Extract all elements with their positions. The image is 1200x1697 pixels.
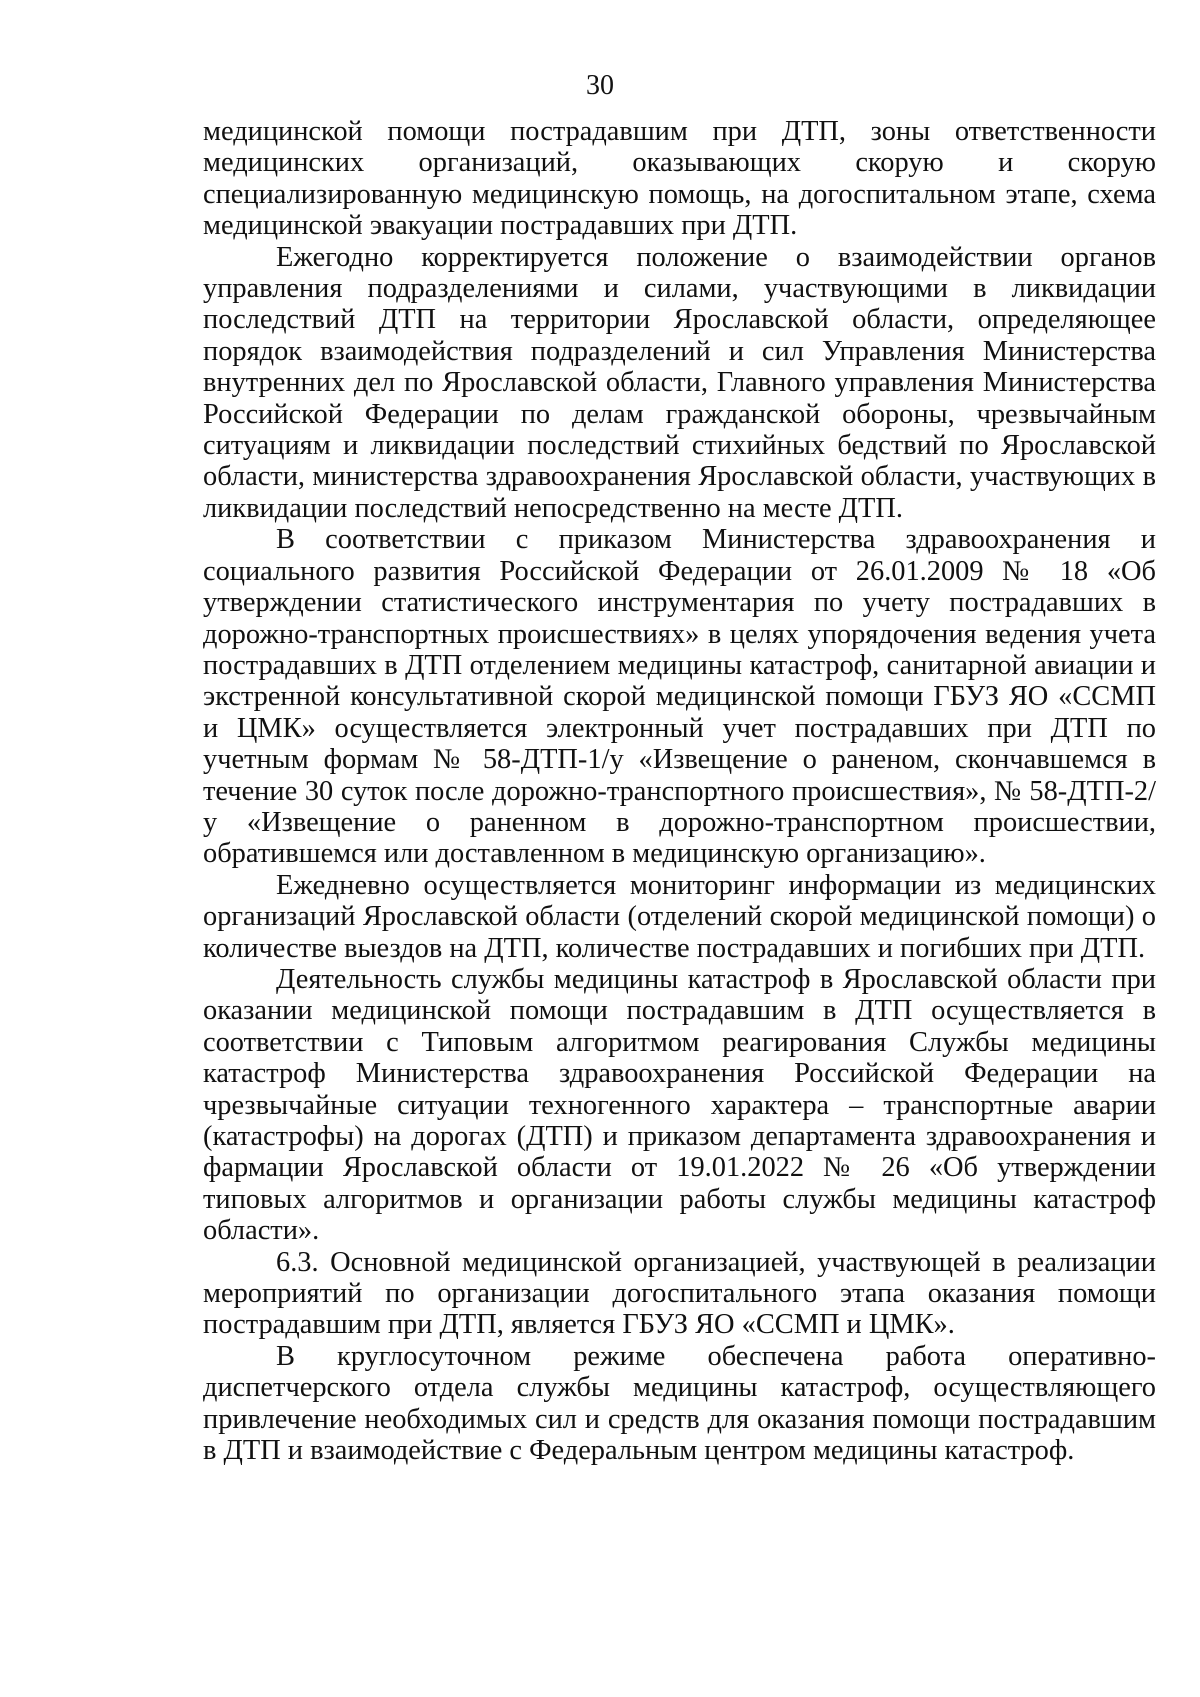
page-number: 30	[586, 70, 614, 101]
paragraph-dispatch-department: В круглосуточном режиме обеспечена работа оперативно-диспетчерского отдела службы медицины катастроф, осуществляющего привлечение необходимых сил и средств для оказания помощи пострадавшим в ДТП и взаимодействие с Федеральным центром медицины катастроф.	[203, 1340, 1156, 1467]
paragraph-daily-monitoring: Ежедневно осуществляется мониторинг информации из медицинских организаций Ярославской области (отделений скорой медицинской помощи) о количестве выездов на ДТП, количестве пострадавших и погибших при ДТП.	[203, 869, 1156, 964]
paragraph-statistics-order: В соответствии с приказом Министерства здравоохранения и социального развития Российской Федерации от 26.01.2009 № 18 «Об утверждении статистического инструментария по учету пострадавших в дорожно-транспортных происшествиях» в целях упорядочения ведения учета пострадавших в ДТП отделением медицины катастроф, санитарной авиации и экстренной консультативной скорой медицинской помощи ГБУЗ ЯО «ССМП и ЦМК» осуществляется электронный учет пострадавших при ДТП по учетным формам № 58-ДТП-1/у «Извещение о раненом, скончавшемся в течение 30 суток после дорожно-транспортного происшествия», № 58-ДТП-2/у «Извещение о раненном в дорожно-транспортном происшествии, обратившемся или доставленном в медицинскую организацию».	[203, 524, 1156, 870]
paragraph-disaster-medicine-activity: Деятельность службы медицины катастроф в Ярославской области при оказании медицинской помощи пострадавшим в ДТП осуществляется в соответствии с Типовым алгоритмом реагирования Службы медицины катастроф Министерства здравоохранения Российской Федерации на чрезвычайные ситуации техногенного характера – транспортные аварии (катастрофы) на дорогах (ДТП) и приказом департамента здравоохранения и фармации Ярославской области от 19.01.2022 № 26 «Об утверждении типовых алгоритмов и организации работы службы медицины катастроф области».	[203, 963, 1156, 1247]
paragraph-section-6-3: 6.3. Основной медицинской организацией, участвующей в реализации мероприятий по организации догоспитального этапа оказания помощи пострадавшим при ДТП, является ГБУЗ ЯО «ССМП и ЦМК».	[203, 1246, 1156, 1341]
document-body	[203, 116, 1156, 1466]
paragraph-continuation: медицинской помощи пострадавшим при ДТП, зоны ответственности медицинских организаций, оказывающих скорую и скорую специализированную медицинскую помощь, на догоспитальном этапе, схема медицинской эвакуации пострадавших при ДТП.	[203, 116, 1156, 242]
paragraph-interaction-regulation: Ежегодно корректируется положение о взаимодействии органов управления подразделениями и силами, участвующими в ликвидации последствий ДТП на территории Ярославской области, определяющее порядок взаимодействия подразделений и сил Управления Министерства внутренних дел по Ярославской области, Главного управления Министерства Российской Федерации по делам гражданской обороны, чрезвычайным ситуациям и ликвидации последствий стихийных бедствий по Ярославской области, министерства здравоохранения Ярославской области, участвующих в ликвидации последствий непосредственно на месте ДТП.	[203, 241, 1156, 524]
